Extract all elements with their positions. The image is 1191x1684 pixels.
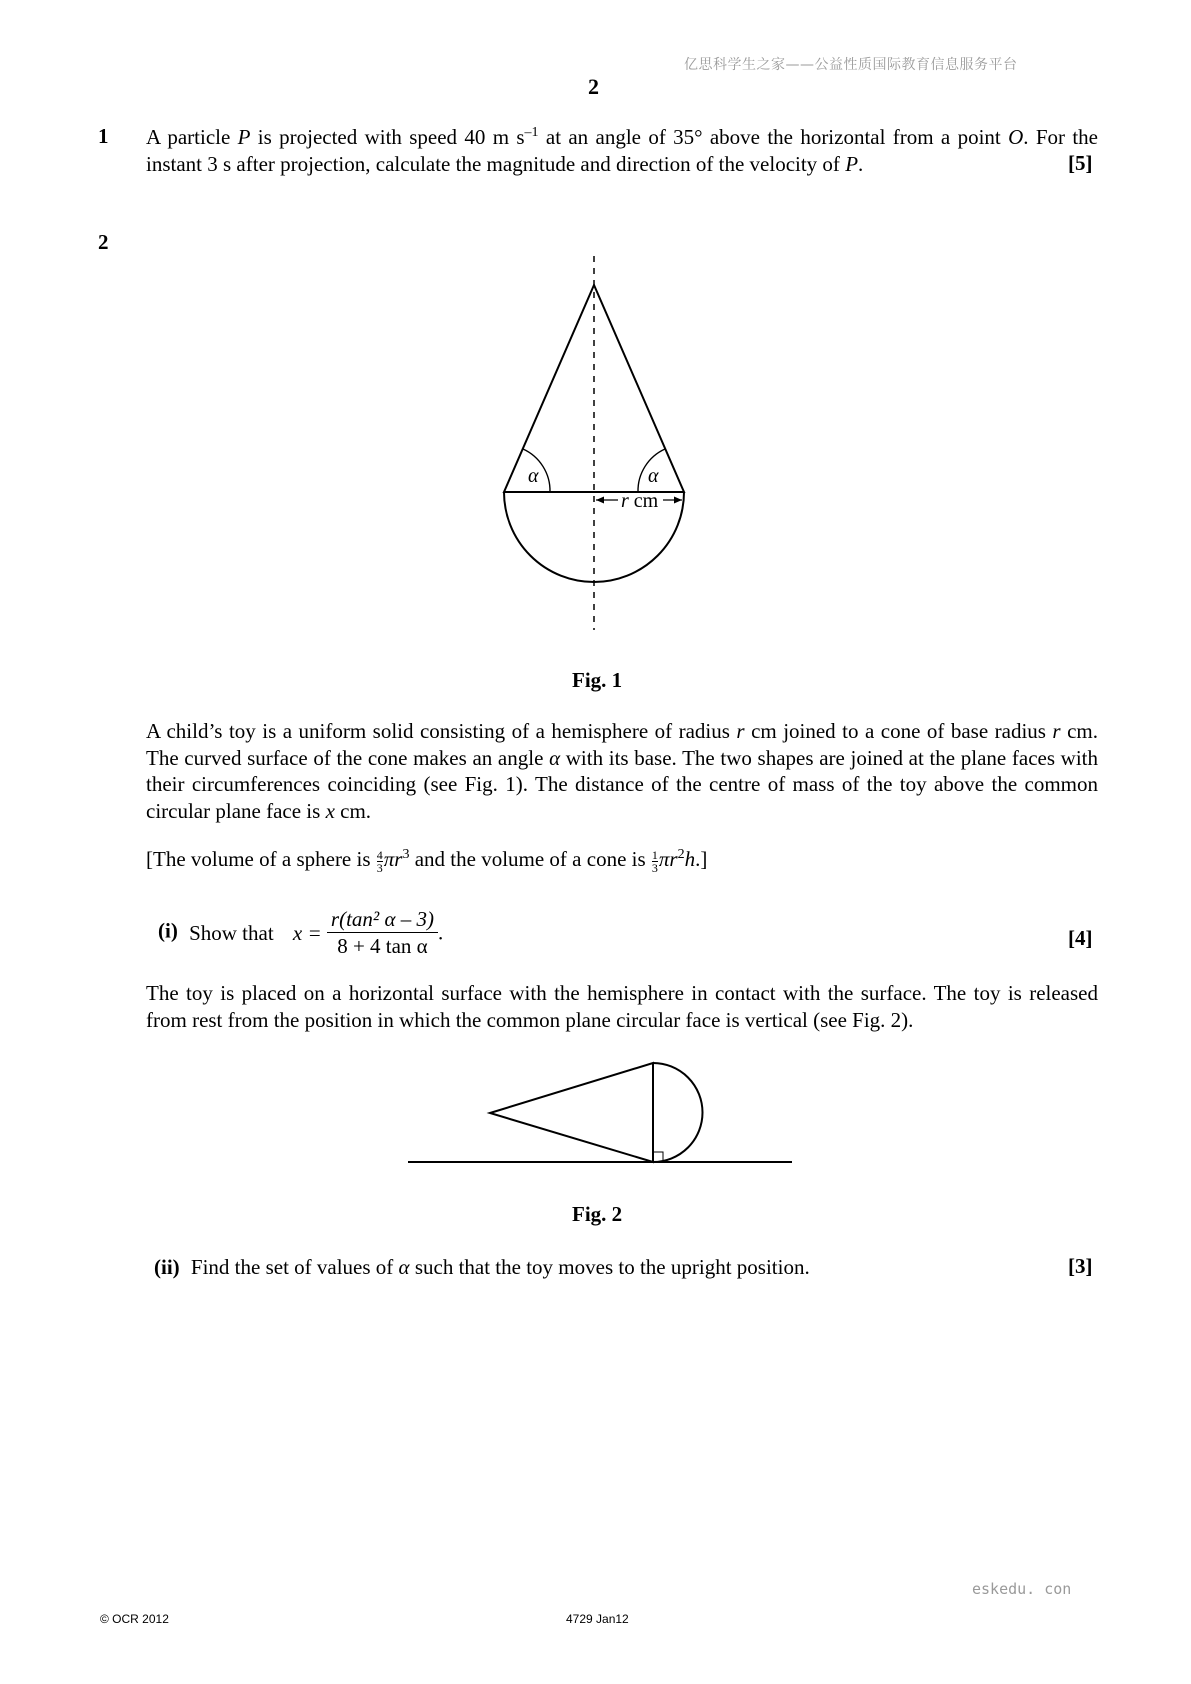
- radius-label: r cm: [621, 490, 659, 512]
- paragraph-segment: A child’s toy is a uniform solid consisting of a hemisphere of radius: [146, 719, 737, 743]
- inline-variable: r: [736, 719, 745, 743]
- part-i-x-equals: x =: [292, 920, 322, 945]
- part-i-marks: [4]: [1068, 926, 1093, 950]
- part-ii-marks: [3]: [1068, 1254, 1093, 1278]
- figure-1-toy-diagram: [480, 250, 720, 640]
- page-number: 2: [588, 74, 599, 99]
- figure-2-toy-on-surface: [400, 1048, 800, 1168]
- alpha-label-left: α: [528, 465, 539, 487]
- question-1-marks: [5]: [1068, 151, 1093, 175]
- part-i-fraction: [327, 906, 438, 959]
- part-i-label: (i): [158, 918, 178, 943]
- watermark-top: 亿思科学生之家——公益性质国际教育信息服务平台: [684, 57, 1018, 73]
- part-i: (i) Show that x = $\frac{\text{r(tan² α – 3)}}{\text{8 + 4 tan α}}$ .: [158, 907, 444, 958]
- figure-1-caption: Fig. 1: [572, 668, 623, 692]
- paragraph-segment: cm. The curved surface of the cone makes an angle: [146, 719, 1098, 770]
- hemisphere-side-view: [653, 1063, 703, 1162]
- alpha-label-right: α: [648, 465, 659, 487]
- fraction-four-thirds: $\frac{4}{3}$: [376, 847, 383, 875]
- question-2-paragraph-1: [146, 718, 1098, 824]
- part-ii-text: Find the set of values of α such that the toy moves to the upright position.: [190, 1255, 810, 1279]
- inline-variable: x: [325, 798, 335, 823]
- part-i-show-that: Show that: [189, 920, 274, 945]
- footer-copyright: © OCR 2012: [100, 1612, 169, 1626]
- radius-arrowhead-right: [674, 497, 682, 504]
- part-ii: [154, 1254, 810, 1280]
- question-1-line-2: instant 3 s after projection, calculate the magnitude and direction of the velocity of P.: [146, 151, 864, 176]
- inline-variable: α: [549, 745, 561, 770]
- paragraph-segment: with its base. The two shapes are joined at the plane faces with their circumferences coinciding (see Fig. 1). The distance of the centre of mass of the toy above the common circular plane face is: [146, 745, 1099, 823]
- volume-formula-note: [The volume of a sphere is $\frac{4}{3}$ $\pi r^3$ and the volume of a cone is $\frac{1}{3}$ $\pi r^2h$.]: [146, 847, 708, 875]
- footer-paper-code: 4729 Jan12: [566, 1612, 629, 1626]
- inline-variable: r: [1052, 719, 1061, 743]
- paragraph-segment: cm.: [334, 798, 372, 823]
- watermark-bottom: eskedu. con: [972, 1580, 1072, 1598]
- figure-2-caption: Fig. 2: [572, 1202, 623, 1226]
- part-i-numerator: r(tan² α – 3): [330, 907, 434, 931]
- question-1-number: 1: [98, 124, 109, 148]
- question-2-paragraph-2: The toy is placed on a horizontal surface with the hemisphere in contact with the surface. The toy is released from rest from the position in which the common plane circular face is vertical (see Fig. 2).: [146, 981, 1098, 1032]
- question-1-text: [146, 124, 1098, 177]
- paragraph-segment: cm joined to a cone of base radius: [744, 719, 1053, 743]
- fraction-one-third: $\frac{1}{3}$: [651, 847, 658, 875]
- cone-side-view: [490, 1063, 653, 1162]
- question-2-number: 2: [98, 230, 109, 254]
- part-ii-label: (ii): [154, 1255, 180, 1279]
- radius-arrowhead-left: [596, 497, 604, 504]
- part-i-denominator: 8 + 4 tan α: [327, 932, 438, 959]
- question-1-line-1: A particle P is projected with speed 40 m $s^{-1}$ at an angle of 35° above the horizontal from a point O. For the: [146, 125, 1099, 149]
